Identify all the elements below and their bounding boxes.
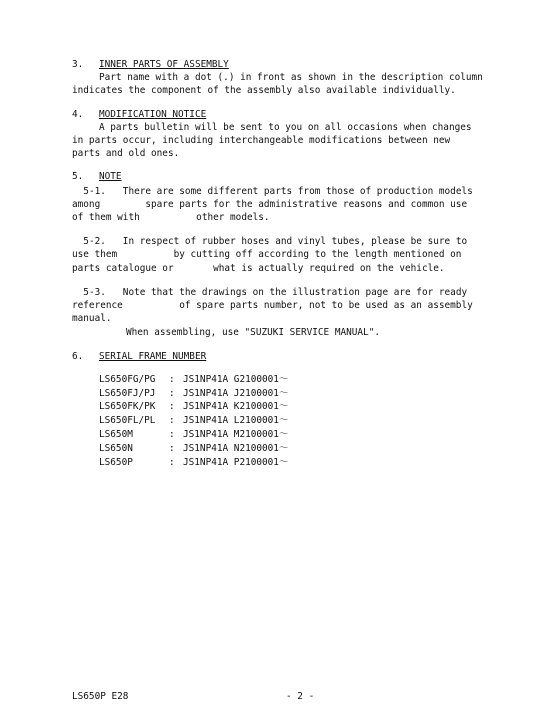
section-number: 5. xyxy=(72,171,84,183)
section-title: SERIAL FRAME NUMBER xyxy=(99,350,207,362)
serial-model: LS650FL/PL xyxy=(99,415,156,427)
serial-value: JS1NP41A N2100001～ xyxy=(183,442,289,454)
serial-separator: : xyxy=(169,415,175,427)
serial-separator: : xyxy=(169,442,175,454)
serial-model: LS650FK/PK xyxy=(99,401,156,413)
serial-value: JS1NP41A P2100001～ xyxy=(183,456,289,468)
section-note xyxy=(72,170,484,339)
note-item-5-3: 5-3. Note that the drawings on the illustration page are for ready reference of spare parts number, not to be used as an assembly manual. xyxy=(72,286,479,325)
section-heading xyxy=(72,170,484,183)
serial-model: LS650M xyxy=(99,429,133,441)
serial-model: LS650FG/PG xyxy=(99,373,156,385)
section-text: A parts bulletin will be sent to you on all occasions when changes in parts occur, including interchangeable modifications between new parts and old ones. xyxy=(72,121,478,160)
serial-separator: : xyxy=(169,456,175,468)
footer-doc-code: LS650P E28 xyxy=(72,691,129,702)
note-item-5-2: 5-2. In respect of rubber hoses and vinyl tubes, please be sure to use them by cutting off according to the length mentioned on parts catalogue or what is actually required on the vehicle. xyxy=(72,236,473,274)
note-service-manual: When assembling, use "SUZUKI SERVICE MANUAL". xyxy=(126,327,380,339)
serial-value: JS1NP41A G2100001～ xyxy=(183,373,289,385)
serial-model: LS650FJ/PJ xyxy=(99,387,156,399)
serial-row xyxy=(99,414,484,428)
section-modification-notice xyxy=(72,108,484,161)
section-number: 6. xyxy=(72,350,84,362)
serial-separator: : xyxy=(169,387,175,399)
serial-row xyxy=(99,456,484,470)
serial-row xyxy=(99,442,484,456)
serial-value: JS1NP41A L2100001～ xyxy=(183,415,289,427)
section-number: 3. xyxy=(72,59,84,70)
note-item-5-1: 5-1. There are some different parts from those of production models among spare parts for the administrative reasons and common use of them with other models. xyxy=(72,185,479,224)
section-heading xyxy=(72,58,484,71)
section-title: NOTE xyxy=(99,171,122,183)
serial-model: LS650N xyxy=(99,442,133,454)
document-body xyxy=(72,58,489,479)
serial-separator: : xyxy=(169,401,175,413)
section-text: Part name with a dot (.) in front as shown in the description column indicates the component of the assembly also available individually. xyxy=(72,72,489,97)
serial-value: JS1NP41A J2100001～ xyxy=(183,387,289,399)
section-serial-frame-number xyxy=(72,350,484,470)
serial-row xyxy=(99,400,484,414)
section-inner-parts xyxy=(72,58,489,98)
section-number: 4. xyxy=(72,108,84,120)
section-heading xyxy=(72,350,484,363)
serial-row xyxy=(99,387,484,401)
section-title: INNER PARTS OF ASSEMBLY xyxy=(99,59,229,70)
footer-page-number: - 2 - xyxy=(286,691,315,702)
serial-value: JS1NP41A K2100001～ xyxy=(183,401,289,413)
section-heading xyxy=(72,108,484,121)
serial-separator: : xyxy=(169,373,175,385)
section-title: MODIFICATION NOTICE xyxy=(99,108,207,120)
serial-model: LS650P xyxy=(99,456,133,468)
serial-separator: : xyxy=(169,429,175,441)
serial-value: JS1NP41A M2100001～ xyxy=(183,429,289,441)
serial-row xyxy=(99,373,484,387)
serial-table xyxy=(72,373,484,470)
serial-row xyxy=(99,428,484,442)
